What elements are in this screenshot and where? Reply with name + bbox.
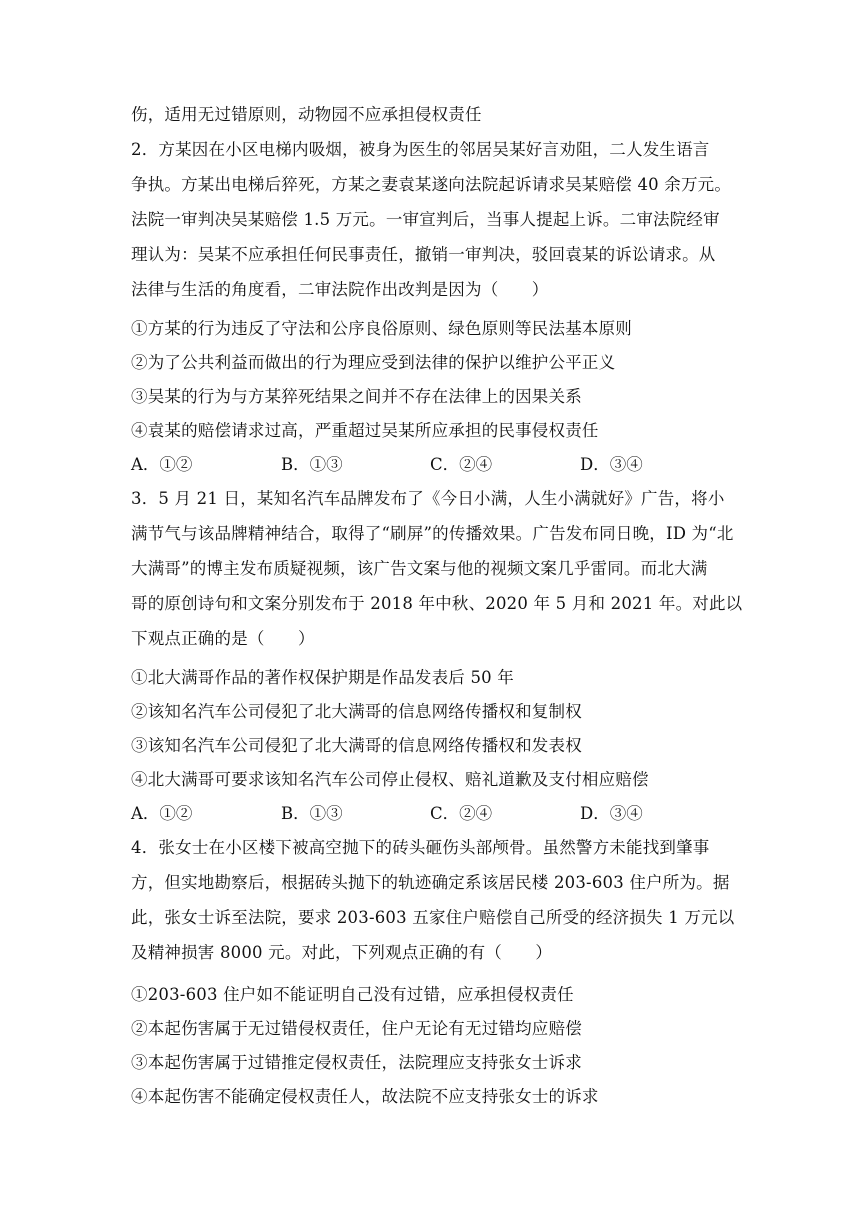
q2-stem-line: 理认为：吴某不应承担任何民事责任，撤销一审判决，驳回袁某的诉讼请求。从 <box>131 245 716 264</box>
q2-option-b[interactable]: B．①③ <box>281 455 343 474</box>
q3-stem-line: 3．5 月 21 日，某知名汽车品牌发布了《今日小满，人生小满就好》广告，将小 <box>131 489 725 508</box>
q3-statement-2: ②该知名汽车公司侵犯了北大满哥的信息网络传播权和复制权 <box>131 702 582 721</box>
q3-stem-line: 哥的原创诗句和文案分别发布于 2018 年中秋、2020 年 5 月和 2021 年。对此以 <box>131 594 743 613</box>
q3-stem-line: 大满哥”的博主发布质疑视频，该广告文案与他的视频文案几乎雷同。而北大满 <box>131 559 708 578</box>
q2-statement-4: ④袁某的赔偿请求过高，严重超过吴某所应承担的民事侵权责任 <box>131 421 599 440</box>
q4-statement-2: ②本起伤害属于无过错侵权责任，住户无论有无过错均应赔偿 <box>131 1019 582 1038</box>
q2-statement-2: ②为了公共利益而做出的行为理应受到法律的保护以维护公平正义 <box>131 353 616 372</box>
q2-stem-line: 争执。方某出电梯后猝死，方某之妻袁某遂向法院起诉请求吴某赔偿 40 余万元。 <box>131 175 732 194</box>
q2-option-d[interactable]: D．③④ <box>580 455 643 474</box>
q3-statement-1: ①北大满哥作品的著作权保护期是作品发表后 50 年 <box>131 668 514 687</box>
q3-statement-4: ④北大满哥可要求该知名汽车公司停止侵权、赔礼道歉及支付相应赔偿 <box>131 770 649 789</box>
q3-option-b[interactable]: B．①③ <box>281 804 343 823</box>
q3-option-c[interactable]: C．②④ <box>430 804 493 823</box>
q3-option-a[interactable]: A．①② <box>131 804 193 823</box>
q2-option-c[interactable]: C．②④ <box>430 455 493 474</box>
q2-statement-3: ③吴某的行为与方某猝死结果之间并不存在法律上的因果关系 <box>131 387 582 406</box>
q4-stem-line: 及精神损害 8000 元。对此，下列观点正确的有（ ） <box>131 943 553 962</box>
q4-statement-3: ③本起伤害属于过错推定侵权责任，法院理应支持张女士诉求 <box>131 1053 582 1072</box>
q2-statement-1: ①方某的行为违反了守法和公序良俗原则、绿色原则等民法基本原则 <box>131 319 632 338</box>
q3-options <box>131 804 731 824</box>
q2-stem-line: 法院一审判决吴某赔偿 1.5 万元。一审宣判后，当事人提起上诉。二审法院经审 <box>131 210 720 229</box>
q4-stem-line: 方，但实地勘察后，根据砖头抛下的轨迹确定系该居民楼 203-603 住户所为。据 <box>131 873 730 892</box>
q3-statement-3: ③该知名汽车公司侵犯了北大满哥的信息网络传播权和发表权 <box>131 736 582 755</box>
q3-stem-line: 下观点正确的是（ ） <box>131 629 315 648</box>
q2-option-a[interactable]: A．①② <box>131 455 193 474</box>
q4-statement-4: ④本起伤害不能确定侵权责任人，故法院不应支持张女士的诉求 <box>131 1087 599 1106</box>
q3-option-d[interactable]: D．③④ <box>580 804 643 823</box>
q4-stem-line: 4．张女士在小区楼下被高空抛下的砖头砸伤头部颅骨。虽然警方未能找到肇事 <box>131 838 710 857</box>
q2-stem-line: 法律与生活的角度看，二审法院作出改判是因为（ ） <box>131 280 549 299</box>
q2-options <box>131 455 731 475</box>
q3-stem-line: 满节气与该品牌精神结合，取得了“刷屏”的传播效果。广告发布同日晚，ID 为“北 <box>131 524 734 543</box>
q2-stem-line: 2．方某因在小区电梯内吸烟，被身为医生的邻居吴某好言劝阻，二人发生语言 <box>131 140 710 159</box>
q4-statement-1: ①203-603 住户如不能证明自己没有过错，应承担侵权责任 <box>131 985 574 1004</box>
continuation-text: 伤，适用无过错原则，动物园不应承担侵权责任 <box>131 105 482 124</box>
q4-stem-line: 此，张女士诉至法院，要求 203-603 五家住户赔偿自己所受的经济损失 1 万元以 <box>131 908 735 927</box>
